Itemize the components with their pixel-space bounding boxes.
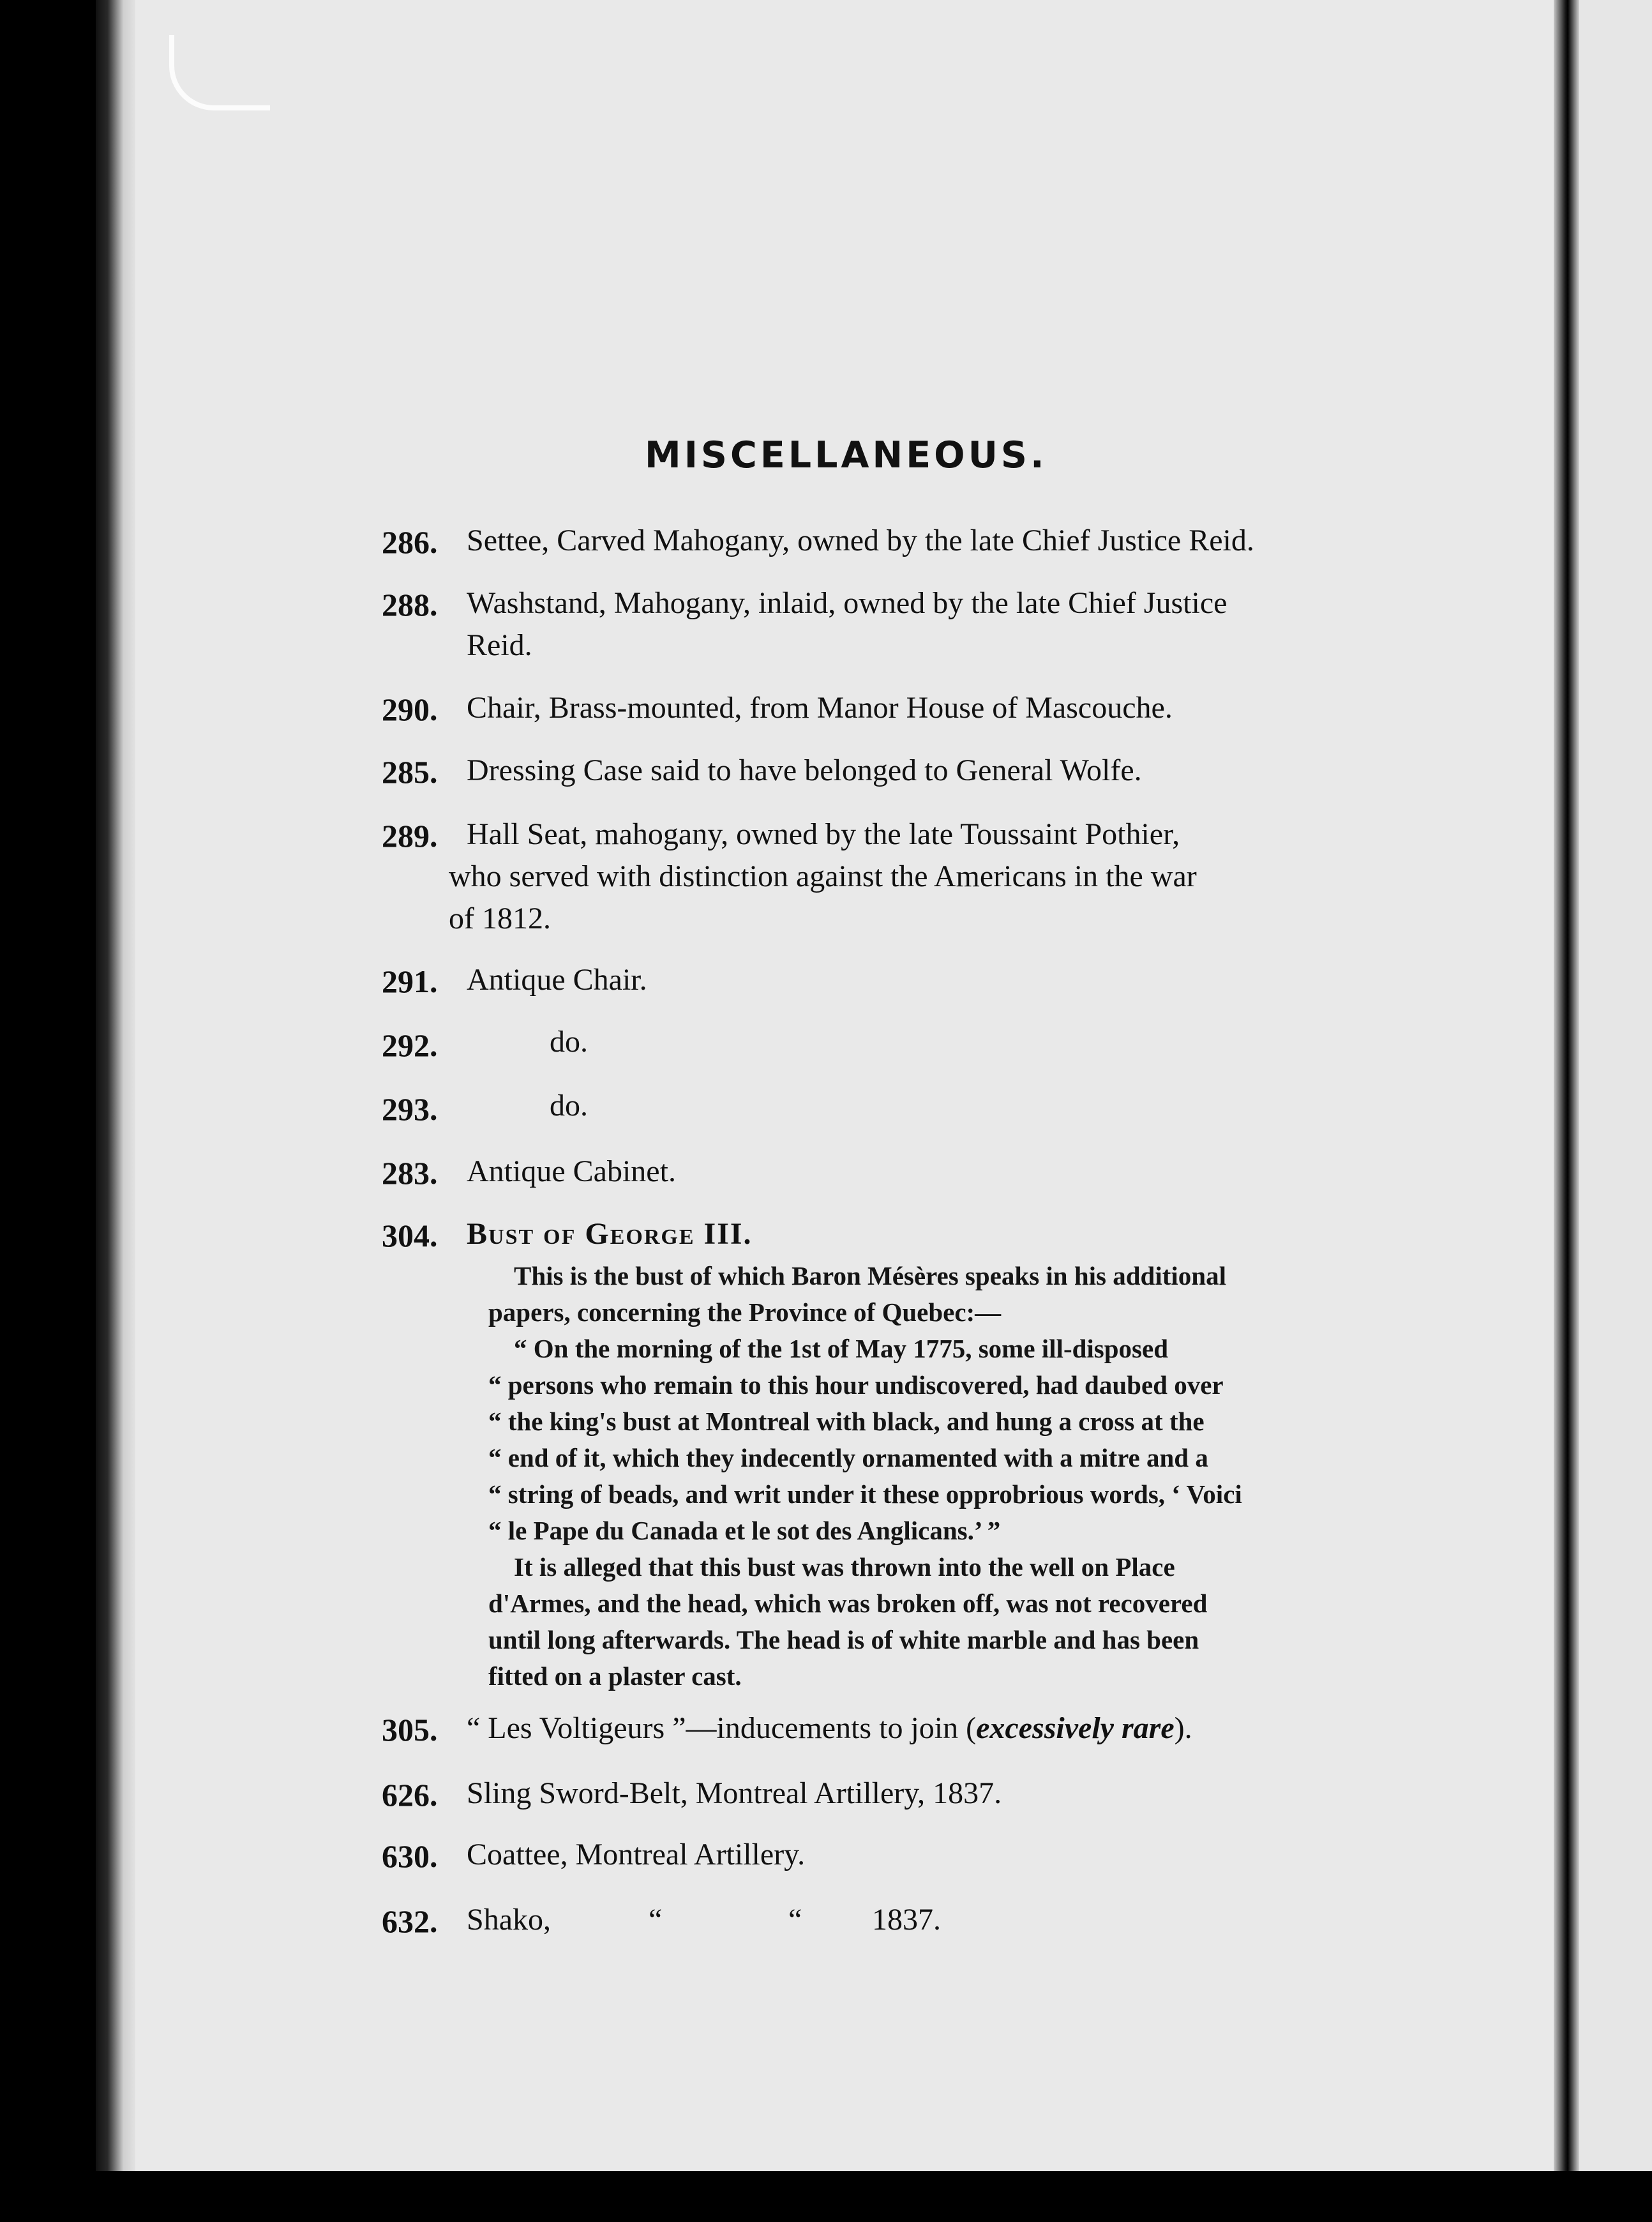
note-line: fitted on a plaster cast. <box>488 1661 742 1691</box>
item-text: Sling Sword-Belt, Montreal Artillery, 1837. <box>467 1776 1002 1810</box>
item-text: Chair, Brass-mounted, from Manor House of Mascouche. <box>467 691 1173 725</box>
corner-mark <box>169 35 270 110</box>
ditto-text: do. <box>550 1025 588 1059</box>
item-number: 292. <box>382 1027 438 1063</box>
item-text: Settee, Carved Mahogany, owned by the late Chief Justice Reid. <box>467 524 1254 557</box>
item-number: 293. <box>382 1091 438 1127</box>
item-text-line: Washstand, Mahogany, inlaid, owned by the late Chief Justice <box>467 586 1228 620</box>
item-number: 305. <box>382 1712 438 1748</box>
item-number: 632. <box>382 1903 438 1939</box>
note-line: d'Armes, and the head, which was broken off, was not recovered <box>488 1589 1208 1618</box>
item-text: Coattee, Montreal Artillery. <box>467 1838 806 1871</box>
item-text: Dressing Case said to have belonged to General Wolfe. <box>467 753 1142 787</box>
item-number: 289. <box>382 818 438 854</box>
item-text-italic: excessively rare <box>976 1711 1175 1745</box>
note-line: papers, concerning the Province of Quebec:— <box>488 1297 1002 1327</box>
note-body <box>488 1258 1360 1695</box>
quote-line: “ le Pape du Canada et le sot des Anglicans.’ ” <box>488 1516 1001 1545</box>
item-number: 288. <box>382 587 438 623</box>
item-text-line: Hall Seat, mahogany, owned by the late Toussaint Pothier, <box>467 817 1180 851</box>
item-number: 285. <box>382 754 438 790</box>
item-text-line: Reid. <box>467 628 532 662</box>
item-text <box>467 582 1354 667</box>
item-text-part: ). <box>1174 1711 1192 1745</box>
quote-line: “ the king's bust at Montreal with black, and hung a cross at the <box>488 1407 1205 1436</box>
item-text: Antique Chair. <box>467 963 647 997</box>
quote-line: “ persons who remain to this hour undiscovered, had daubed over <box>488 1370 1224 1400</box>
item-number: 291. <box>382 964 438 999</box>
item-text: Antique Cabinet. <box>467 1154 676 1188</box>
item-text <box>449 813 1354 940</box>
item-heading: Bust of George III. <box>467 1217 753 1251</box>
item-text <box>467 1707 1354 1750</box>
quote-line: “ end of it, which they indecently ornamented with a mitre and a <box>488 1443 1208 1472</box>
item-year: 1837. <box>872 1903 941 1937</box>
page-edge-left <box>96 0 135 2171</box>
ditto-text: do. <box>550 1089 588 1122</box>
ditto-mark: “ <box>649 1903 663 1937</box>
ditto-mark: “ <box>788 1903 802 1937</box>
next-page-edge <box>1579 0 1652 2171</box>
scan-border <box>0 2171 1652 2222</box>
book-gutter <box>1554 0 1579 2171</box>
item-text-line: of 1812. <box>449 902 551 935</box>
item-number: 286. <box>382 524 438 560</box>
item-text-part: “ Les Voltigeurs ”—inducements to join ( <box>467 1711 977 1745</box>
item-text-line: who served with distinction against the Americans in the war <box>449 859 1197 893</box>
item-text: Shako, <box>467 1903 551 1937</box>
item-number: 290. <box>382 692 438 727</box>
item-number: 626. <box>382 1777 438 1813</box>
note-line: It is alleged that this bust was thrown into the well on Place <box>514 1552 1175 1582</box>
item-number: 630. <box>382 1838 438 1874</box>
quote-line: “ string of beads, and writ under it these opprobrious words, ‘ Voici <box>488 1479 1242 1509</box>
quote-line: “ On the morning of the 1st of May 1775, some ill-disposed <box>514 1334 1168 1363</box>
page-title: MISCELLANEOUS. <box>645 434 1048 476</box>
note-line: This is the bust of which Baron Mésères speaks in his additional <box>514 1261 1226 1290</box>
item-number: 283. <box>382 1155 438 1191</box>
item-number: 304. <box>382 1218 438 1253</box>
note-line: until long afterwards. The head is of white marble and has been <box>488 1625 1199 1654</box>
